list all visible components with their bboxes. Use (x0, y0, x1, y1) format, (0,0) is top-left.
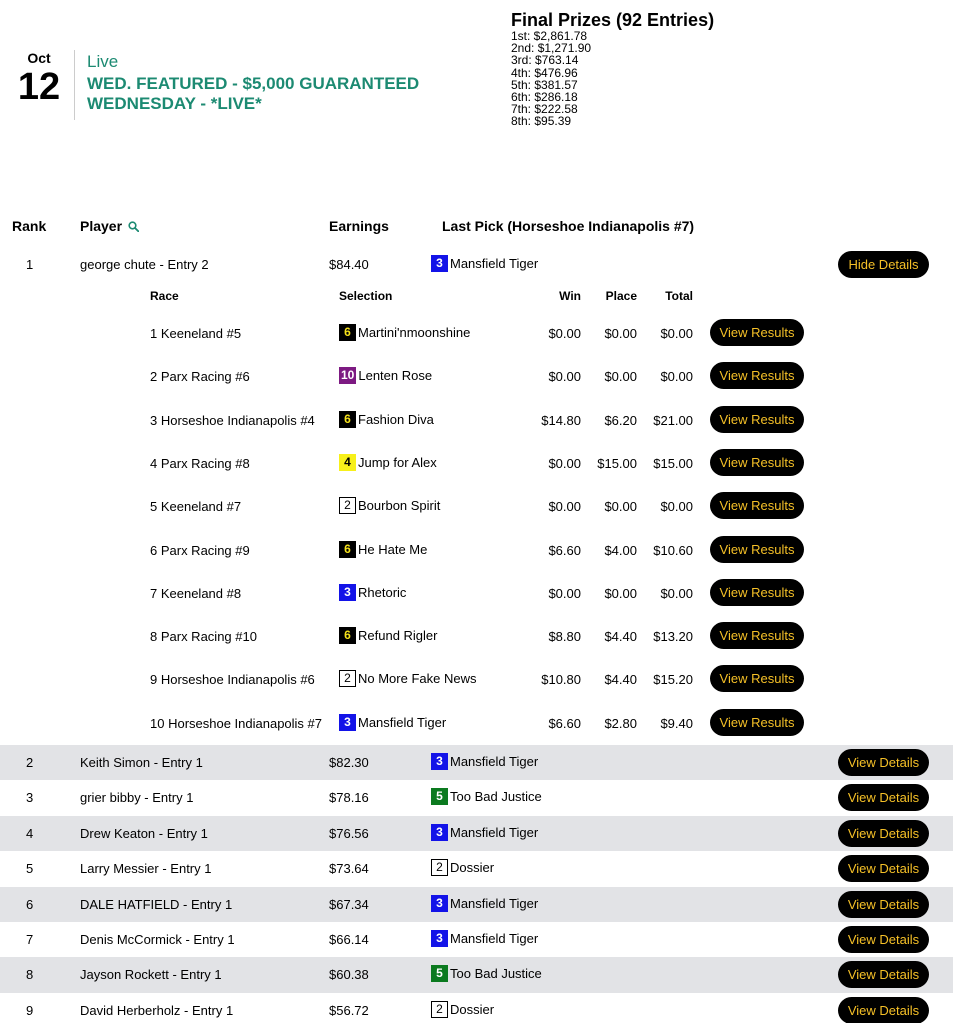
place-amount: $2.80 (604, 715, 637, 731)
program-number-badge: 6 (339, 411, 356, 428)
player-name: Denis McCormick - Entry 1 (80, 932, 235, 947)
earnings: $67.34 (329, 896, 369, 912)
selection (339, 454, 437, 471)
details-header-selection: Selection (339, 289, 393, 303)
total-amount: $15.00 (653, 455, 693, 471)
program-number-badge: 5 (431, 788, 448, 805)
last-pick (431, 753, 538, 770)
race-name: 4 Parx Racing #8 (150, 455, 250, 471)
earnings: $78.16 (329, 790, 369, 806)
last-pick (431, 824, 538, 841)
event-info (87, 52, 419, 114)
place-amount: $4.40 (604, 629, 637, 645)
program-number-badge: 3 (431, 824, 448, 841)
total-amount: $0.00 (660, 585, 693, 601)
prize-item: 3rd: $763.14 (511, 53, 579, 68)
player-name: David Herberholz - Entry 1 (80, 1002, 234, 1018)
details-header-total: Total (665, 289, 693, 303)
rank: 9 (26, 1002, 34, 1018)
program-number-badge: 2 (431, 859, 448, 876)
total-amount: $9.40 (660, 715, 693, 731)
total-amount: $13.20 (653, 629, 693, 645)
event-title-line-2: WEDNESDAY - *LIVE* (87, 94, 262, 113)
race-name: 8 Parx Racing #10 (150, 629, 257, 645)
selection (339, 627, 438, 644)
view-results-button[interactable]: View Results (710, 492, 804, 519)
program-number-badge: 2 (339, 670, 356, 687)
race-detail-row (0, 622, 953, 650)
header-player-wrap (80, 218, 139, 234)
final-prizes (511, 10, 714, 128)
win-amount: $6.60 (548, 542, 581, 558)
player-name: DALE HATFIELD - Entry 1 (80, 896, 233, 912)
horse-name: Too Bad Justice (450, 966, 542, 982)
program-number-badge: 3 (339, 584, 356, 601)
race-name: 5 Keeneland #7 (150, 499, 242, 515)
last-pick (431, 965, 542, 982)
selection (339, 497, 440, 514)
program-number-badge: 3 (339, 714, 356, 731)
program-number-badge: 6 (339, 627, 356, 644)
view-details-button[interactable]: View Details (838, 997, 929, 1023)
program-number-badge: 6 (339, 324, 356, 341)
view-results-button[interactable]: View Results (710, 406, 804, 433)
program-number-badge: 5 (431, 965, 448, 982)
table-row (0, 957, 953, 992)
selection (339, 714, 446, 731)
event-title-line-1: WED. FEATURED - $5,000 GUARANTEED (87, 74, 420, 93)
event-day: 12 (17, 66, 61, 108)
view-details-button[interactable]: View Details (838, 926, 929, 953)
total-amount: $10.60 (653, 542, 693, 558)
event-status: Live (87, 52, 119, 71)
last-pick (431, 930, 538, 947)
win-amount: $0.00 (548, 369, 581, 385)
horse-name: Mansfield Tiger (450, 754, 539, 770)
details-header-race: Race (150, 289, 179, 303)
place-amount: $4.00 (604, 542, 637, 558)
program-number-badge: 10 (341, 368, 355, 383)
place-amount: $6.20 (604, 412, 637, 428)
last-pick (431, 859, 494, 876)
place-amount: $0.00 (604, 499, 637, 515)
selection (339, 584, 406, 601)
earnings: $56.72 (329, 1002, 369, 1018)
horse-name: Mansfield Tiger (450, 931, 539, 947)
race-name: 1 Keeneland #5 (150, 326, 242, 341)
horse-name: Jump for Alex (358, 454, 437, 470)
horse-name: He Hate Me (358, 541, 428, 557)
header-player: Player (80, 218, 123, 234)
rank: 7 (26, 932, 34, 947)
details-header-win: Win (559, 289, 581, 303)
race-name: 10 Horseshoe Indianapolis #7 (150, 715, 323, 731)
view-results-button[interactable]: View Results (710, 665, 804, 692)
leader-row (0, 251, 953, 278)
rank: 2 (26, 755, 34, 770)
rank: 5 (26, 861, 34, 877)
rank: 8 (26, 967, 34, 983)
program-number-badge: 3 (431, 895, 448, 912)
race-detail-row (0, 536, 953, 564)
player-name: Drew Keaton - Entry 1 (80, 825, 208, 841)
details-header (0, 289, 953, 305)
prize-item: 2nd: $1,271.90 (511, 41, 592, 56)
race-name: 2 Parx Racing #6 (150, 369, 250, 385)
rank: 6 (26, 896, 34, 912)
player-name: Larry Messier - Entry 1 (80, 861, 212, 877)
total-amount: $21.00 (653, 412, 693, 428)
last-pick (431, 895, 538, 912)
horse-name: Dossier (450, 1001, 495, 1017)
horse-name: Fashion Diva (358, 411, 434, 427)
place-amount: $15.00 (597, 455, 637, 471)
player-name: grier bibby - Entry 1 (80, 790, 194, 806)
leaderboard-header (0, 218, 953, 236)
last-pick (431, 788, 542, 805)
horse-name: Refund Rigler (358, 628, 438, 644)
earnings: $76.56 (329, 825, 369, 841)
selection (339, 541, 427, 558)
win-amount: $0.00 (548, 455, 581, 471)
event-month: Oct (27, 50, 51, 66)
rank: 3 (26, 790, 34, 806)
view-results-button[interactable]: View Results (710, 536, 804, 563)
view-results-button[interactable]: View Results (710, 362, 804, 389)
player-name: Jayson Rockett - Entry 1 (80, 967, 222, 983)
race-detail-row (0, 362, 953, 390)
program-number-badge: 3 (431, 255, 448, 272)
prize-item: 4th: $476.96 (511, 65, 578, 80)
horse-name: Too Bad Justice (450, 789, 542, 805)
selection (339, 324, 470, 341)
program-number-badge: 6 (339, 541, 356, 558)
event-date (16, 50, 62, 106)
horse-name: Mansfield Tiger (450, 256, 539, 272)
place-amount: $0.00 (604, 326, 637, 341)
race-detail-row (0, 319, 953, 347)
selection (339, 367, 432, 384)
total-amount: $0.00 (660, 369, 693, 385)
view-results-button[interactable]: View Results (710, 622, 804, 649)
view-details-button[interactable]: View Details (838, 749, 929, 776)
place-amount: $0.00 (604, 585, 637, 601)
earnings: $73.64 (329, 861, 369, 877)
search-icon[interactable] (128, 219, 139, 230)
race-detail-row (0, 665, 953, 693)
prize-item: 7th: $222.58 (511, 102, 578, 117)
horse-name: No More Fake News (358, 671, 477, 687)
prizes-list (511, 30, 714, 128)
horse-name: Dossier (450, 860, 495, 876)
prizes-title: Final Prizes (92 Entries) (511, 10, 715, 30)
view-results-button[interactable]: View Results (710, 319, 804, 346)
horse-name: Mansfield Tiger (450, 824, 539, 840)
earnings: $66.14 (329, 932, 369, 947)
view-results-button[interactable]: View Results (710, 579, 804, 606)
race-detail-row (0, 492, 953, 520)
win-amount: $10.80 (541, 672, 581, 688)
win-amount: $14.80 (541, 412, 581, 428)
view-details-button[interactable]: View Details (838, 820, 929, 847)
table-row (0, 887, 953, 922)
table-row (0, 851, 953, 886)
horse-name: Rhetoric (358, 584, 407, 600)
horse-name: Bourbon Spirit (358, 498, 441, 514)
race-name: 7 Keeneland #8 (150, 585, 242, 601)
prize-item: 1st: $2,861.78 (511, 29, 588, 43)
view-details-button[interactable]: View Details (838, 855, 929, 882)
table-row (0, 993, 953, 1023)
view-results-button[interactable]: View Results (710, 449, 804, 476)
last-pick (431, 1001, 494, 1018)
header-rank: Rank (12, 218, 47, 234)
program-number-badge: 3 (431, 930, 448, 947)
player-name: george chute - Entry 2 (80, 257, 209, 272)
program-number-badge: 4 (339, 454, 356, 471)
hide-details-button[interactable]: Hide Details (838, 251, 929, 278)
prize-item: 5th: $381.57 (511, 77, 578, 92)
view-details-button[interactable]: View Details (838, 784, 929, 811)
program-number-badge: 2 (339, 497, 356, 514)
win-amount: $0.00 (548, 499, 581, 515)
prize-item: 6th: $286.18 (511, 90, 578, 105)
win-amount: $0.00 (548, 326, 581, 341)
earnings: $84.40 (329, 257, 369, 272)
race-detail-row (0, 709, 953, 737)
horse-name: Lenten Rose (358, 368, 433, 384)
total-amount: $15.20 (653, 672, 693, 688)
horse-name: Martini'nmoonshine (358, 325, 471, 341)
horse-name: Mansfield Tiger (358, 714, 447, 730)
race-detail-row (0, 449, 953, 477)
race-detail-row (0, 406, 953, 434)
rank: 4 (26, 825, 34, 841)
table-row (0, 780, 953, 815)
earnings: $82.30 (329, 755, 369, 770)
details-header-place: Place (605, 289, 637, 303)
horse-name: Mansfield Tiger (450, 895, 539, 911)
win-amount: $6.60 (548, 715, 581, 731)
total-amount: $0.00 (660, 326, 693, 341)
header-divider (74, 50, 75, 120)
race-name: 6 Parx Racing #9 (150, 542, 250, 558)
header-earnings: Earnings (329, 218, 389, 234)
selection (339, 670, 476, 687)
place-amount: $4.40 (604, 672, 637, 688)
last-pick (431, 255, 538, 272)
program-number-badge: 3 (431, 753, 448, 770)
win-amount: $8.80 (548, 629, 581, 645)
view-details-button[interactable]: View Details (838, 891, 929, 918)
total-amount: $0.00 (660, 499, 693, 515)
race-detail-row (0, 579, 953, 607)
race-name: 3 Horseshoe Indianapolis #4 (150, 412, 315, 428)
prize-item: 8th: $95.39 (511, 114, 572, 129)
place-amount: $0.00 (604, 369, 637, 385)
table-row (0, 922, 953, 957)
view-details-button[interactable]: View Details (838, 961, 929, 988)
player-name: Keith Simon - Entry 1 (80, 755, 203, 770)
program-number-badge: 2 (431, 1001, 448, 1018)
selection (339, 411, 434, 428)
earnings: $60.38 (329, 967, 369, 983)
race-name: 9 Horseshoe Indianapolis #6 (150, 672, 315, 688)
table-row (0, 816, 953, 851)
win-amount: $0.00 (548, 585, 581, 601)
view-results-button[interactable]: View Results (710, 709, 804, 736)
header-last-pick: Last Pick (Horseshoe Indianapolis #7) (442, 218, 695, 234)
rank: 1 (26, 257, 34, 272)
table-row (0, 745, 953, 780)
